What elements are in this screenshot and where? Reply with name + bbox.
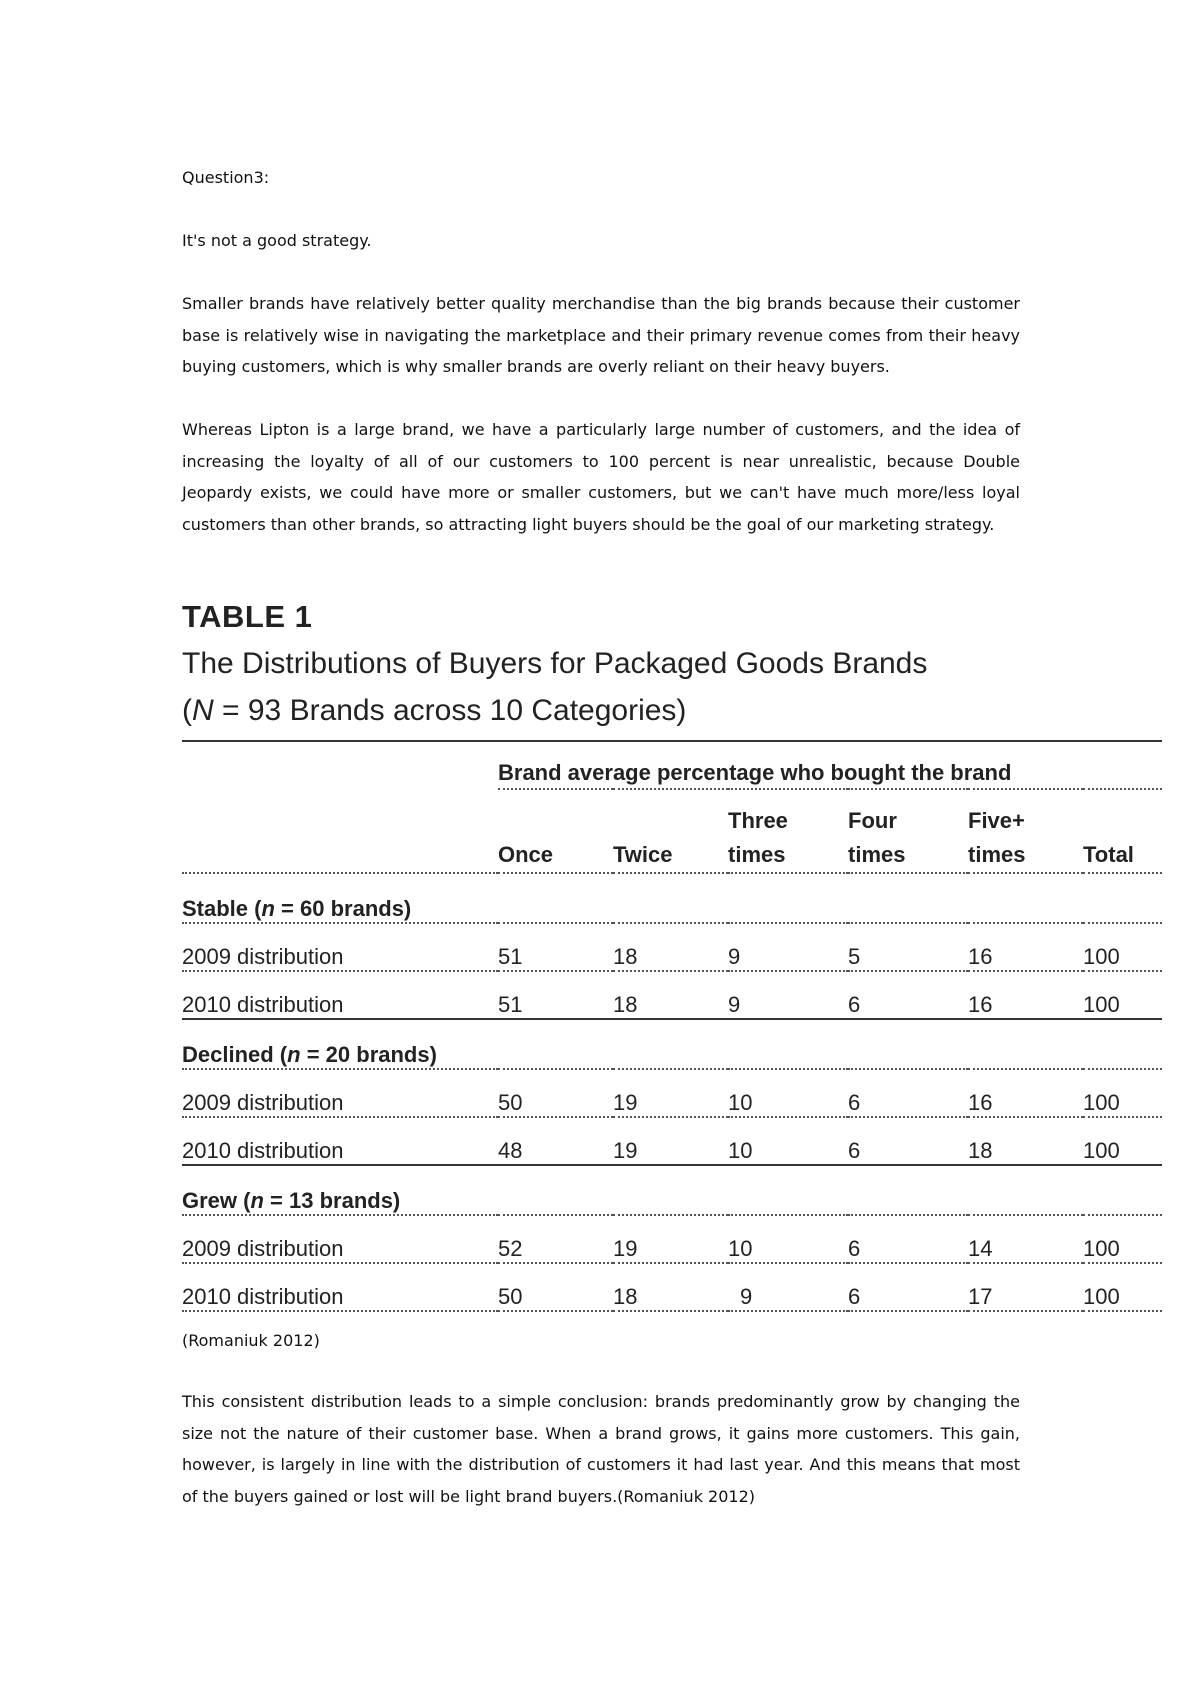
table-row xyxy=(182,1069,1162,1117)
cell-once: 52 xyxy=(498,1215,613,1263)
group-row-grew xyxy=(182,1165,1162,1215)
table-row xyxy=(182,923,1162,971)
cell-four-times: 6 xyxy=(848,971,968,1019)
cell-five-plus-times: 16 xyxy=(968,923,1083,971)
cell-once: 48 xyxy=(498,1117,613,1165)
table-row xyxy=(182,1117,1162,1165)
table-title-n: N xyxy=(192,694,214,727)
cell-once: 50 xyxy=(498,1069,613,1117)
column-header-total: Total xyxy=(1083,789,1162,873)
cell-five-plus-times: 16 xyxy=(968,971,1083,1019)
column-header-once: Once xyxy=(498,789,613,873)
paragraph-smaller-brands: Smaller brands have relatively better quality merchandise than the big brands because their customer base is relatively wise in navigating the marketplace and their primary revenue comes from their heavy buying customers, which is why smaller brands are overly reliant on their heavy buyers. xyxy=(182,294,1020,376)
cell-once: 50 xyxy=(498,1263,613,1311)
cell-once: 51 xyxy=(498,923,613,971)
cell-total: 100 xyxy=(1083,1263,1162,1311)
paragraph-lipton: Whereas Lipton is a large brand, we have a particularly large number of customers, and the idea of increasing the loyalty of all of our customers to 100 percent is near unrealistic, because Double Jeopardy exists, we could have more or smaller customers, but we can't have much more/less loyal customers than other brands, so attracting light buyers should be the goal of our marketing strategy. xyxy=(182,420,1020,534)
cell-five-plus-times: 16 xyxy=(968,1069,1083,1117)
table-label: TABLE 1 xyxy=(182,599,313,634)
table-title-line1: The Distributions of Buyers for Packaged Goods Brands xyxy=(182,647,928,680)
cell-total: 100 xyxy=(1083,1069,1162,1117)
cell-five-plus-times: 17 xyxy=(968,1263,1083,1311)
cell-four-times: 5 xyxy=(848,923,968,971)
paragraph-conclusion: This consistent distribution leads to a simple conclusion: brands predominantly grow by changing the size not the nature of their customer base. When a brand grows, it gains more customers. This gain, however, is largely in line with the distribution of customers it had last year. And this means that most of the buyers gained or lost will be light brand buyers.(Romaniuk 2012) xyxy=(182,1392,1020,1506)
cell-four-times: 6 xyxy=(848,1069,968,1117)
row-label: 2010 distribution xyxy=(182,1263,498,1311)
row-label: 2009 distribution xyxy=(182,1069,498,1117)
column-header-three-times: Three times xyxy=(728,789,848,873)
cell-total: 100 xyxy=(1083,923,1162,971)
cell-total: 100 xyxy=(1083,971,1162,1019)
table-row xyxy=(182,1263,1162,1311)
cell-twice: 18 xyxy=(613,923,728,971)
group-row-stable xyxy=(182,873,1162,923)
group-label: Grew (n = 13 brands) xyxy=(182,1165,1162,1215)
span-header-row xyxy=(182,742,1162,789)
question-heading: Question3: xyxy=(182,168,270,187)
cell-four-times: 6 xyxy=(848,1117,968,1165)
span-header: Brand average percentage who bought the brand xyxy=(498,742,1162,789)
verdict-statement: It's not a good strategy. xyxy=(182,231,372,250)
column-header-empty xyxy=(182,789,498,873)
group-label: Stable (n = 60 brands) xyxy=(182,873,1162,923)
table-row xyxy=(182,971,1162,1019)
cell-three-times: 10 xyxy=(728,1215,848,1263)
table-title-line2: = 93 Brands across 10 Categories) xyxy=(213,694,687,727)
cell-three-times: 9 xyxy=(728,923,848,971)
distribution-table xyxy=(182,742,1162,1312)
table-title-open-paren: ( xyxy=(182,694,192,727)
cell-twice: 19 xyxy=(613,1117,728,1165)
cell-three-times: 10 xyxy=(728,1069,848,1117)
span-header-empty xyxy=(182,742,498,789)
cell-twice: 19 xyxy=(613,1069,728,1117)
group-row-declined xyxy=(182,1019,1162,1069)
cell-total: 100 xyxy=(1083,1117,1162,1165)
cell-three-times: 9 xyxy=(728,1263,848,1311)
cell-five-plus-times: 18 xyxy=(968,1117,1083,1165)
cell-five-plus-times: 14 xyxy=(968,1215,1083,1263)
column-header-row xyxy=(182,789,1162,873)
cell-twice: 18 xyxy=(613,971,728,1019)
cell-total: 100 xyxy=(1083,1215,1162,1263)
cell-twice: 18 xyxy=(613,1263,728,1311)
table-figure xyxy=(182,598,1162,1312)
column-header-twice: Twice xyxy=(613,789,728,873)
cell-three-times: 9 xyxy=(728,971,848,1019)
row-label: 2009 distribution xyxy=(182,923,498,971)
column-header-five-plus-times: Five+ times xyxy=(968,789,1083,873)
cell-four-times: 6 xyxy=(848,1215,968,1263)
row-label: 2010 distribution xyxy=(182,971,498,1019)
cell-three-times: 10 xyxy=(728,1117,848,1165)
row-label: 2009 distribution xyxy=(182,1215,498,1263)
table-citation: (Romaniuk 2012) xyxy=(182,1331,320,1350)
table-title xyxy=(182,640,1162,734)
cell-twice: 19 xyxy=(613,1215,728,1263)
table-row xyxy=(182,1215,1162,1263)
cell-once: 51 xyxy=(498,971,613,1019)
group-label: Declined (n = 20 brands) xyxy=(182,1019,1162,1069)
column-header-four-times: Four times xyxy=(848,789,968,873)
cell-four-times: 6 xyxy=(848,1263,968,1311)
row-label: 2010 distribution xyxy=(182,1117,498,1165)
